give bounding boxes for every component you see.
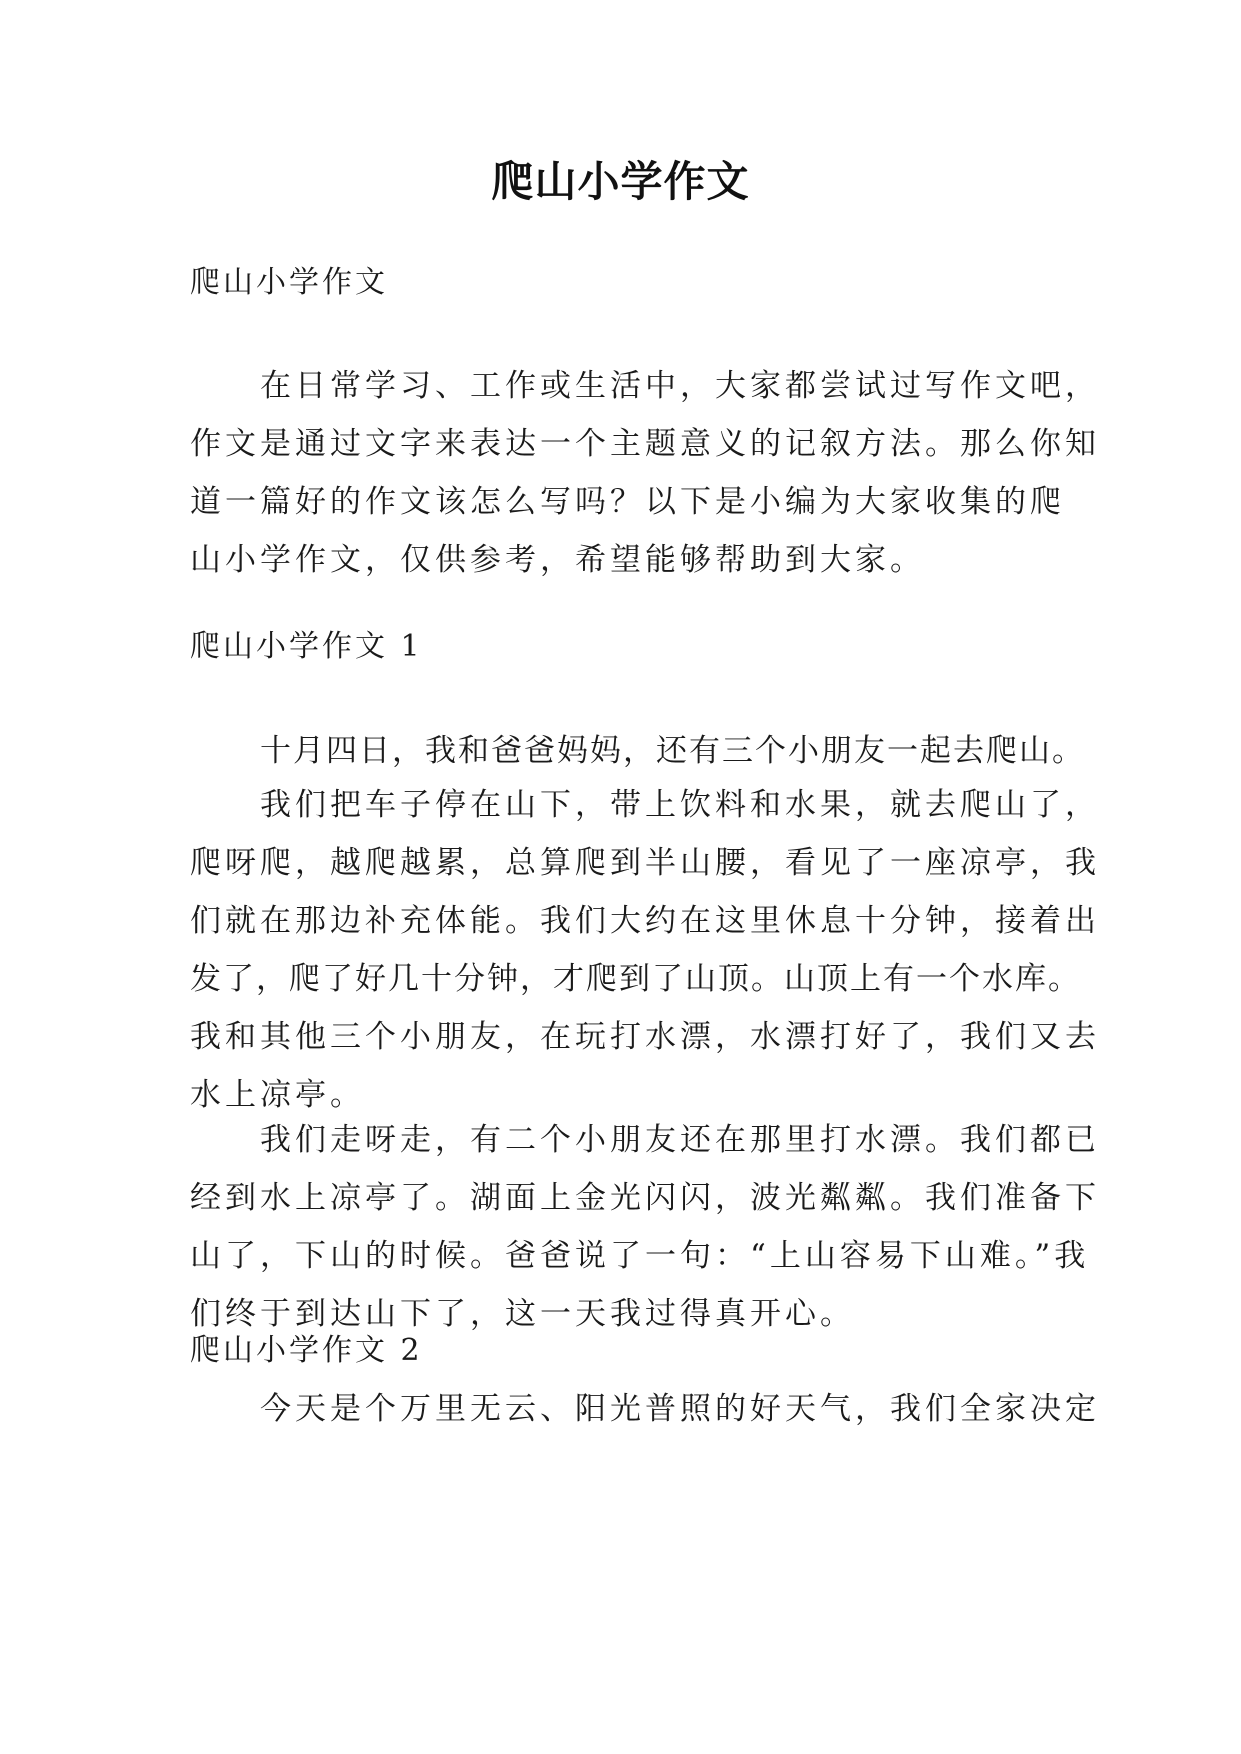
essay1-paragraph-3 xyxy=(190,1111,1100,1343)
intro-line: 道一篇好的作文该怎么写吗？以下是小编为大家收集的爬 xyxy=(190,484,1065,520)
essay1-line: 十月四日，我和爸爸妈妈，还有三个小朋友一起去爬山。 xyxy=(260,733,1085,769)
essay1-paragraph-2 xyxy=(190,776,1100,1124)
intro-paragraph xyxy=(190,357,1100,589)
essay1-paragraph-1 xyxy=(190,722,1085,780)
essay1-line: 我和其他三个小朋友，在玩打水漂，水漂打好了，我们又去 xyxy=(190,1019,1100,1055)
essay1-heading: 爬山小学作文 1 xyxy=(190,629,423,664)
intro-line: 在日常学习、工作或生活中，大家都尝试过写作文吧， xyxy=(260,368,1100,404)
essay1-line: 我们走呀走，有二个小朋友还在那里打水漂。我们都已 xyxy=(260,1122,1100,1158)
essay1-line: 我们把车子停在山下，带上饮料和水果，就去爬山了， xyxy=(260,787,1100,823)
essay1-line: 山了，下山的时候。爸爸说了一句：“上山容易下山难。”我 xyxy=(190,1238,1090,1274)
document-title: 爬山小学作文 xyxy=(491,157,750,206)
essay1-line: 发了，爬了好几十分钟，才爬到了山顶。山顶上有一个水库。 xyxy=(190,961,1081,997)
essay2-line: 今天是个万里无云、阳光普照的好天气，我们全家决定 xyxy=(260,1391,1100,1427)
essay1-line: 水上凉亭。 xyxy=(190,1077,365,1113)
essay1-line: 们终于到达山下了，这一天我过得真开心。 xyxy=(190,1296,855,1332)
intro-line: 作文是通过文字来表达一个主题意义的记叙方法。那么你知 xyxy=(190,426,1100,462)
essay2-heading: 爬山小学作文 2 xyxy=(190,1333,423,1368)
essay1-line: 经到水上凉亭了。湖面上金光闪闪，波光粼粼。我们准备下 xyxy=(190,1180,1100,1216)
essay2-paragraph-1 xyxy=(190,1380,1100,1438)
essay1-line: 爬呀爬，越爬越累，总算爬到半山腰，看见了一座凉亭，我 xyxy=(190,845,1100,881)
subtitle: 爬山小学作文 xyxy=(190,265,388,300)
intro-line: 山小学作文，仅供参考，希望能够帮助到大家。 xyxy=(190,542,925,578)
essay1-line: 们就在那边补充体能。我们大约在这里休息十分钟，接着出 xyxy=(190,903,1100,939)
